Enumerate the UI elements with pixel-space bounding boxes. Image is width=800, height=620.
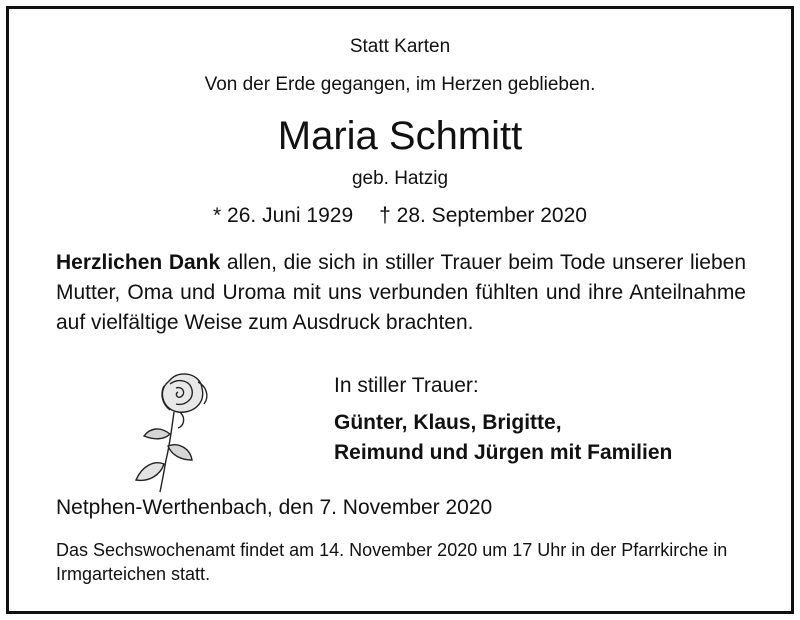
memorial-service-notice: Das Sechswochenamt findet am 14. November 2020 um 17 Uhr in der Pfarrkirche in Irmgarteichen statt. (56, 540, 728, 584)
deceased-name: Maria Schmitt (277, 114, 523, 158)
mourners-line-2: Reimund und Jürgen mit Familien (334, 441, 673, 464)
thanks-text: allen, die sich in stiller Trauer beim Tode unserer lieben Mutter, Oma und Uroma mit uns verbunden fühlten und ihre Anteilnahme auf vielfältige Weise zum Ausdruck brachten. (56, 251, 746, 334)
mourners-names (334, 408, 672, 468)
instead-of-cards-text: Statt Karten (349, 36, 451, 57)
thanks-paragraph (56, 248, 746, 338)
thanks-lead: Herzlichen Dank (56, 251, 221, 274)
place-and-date: Netphen-Werthenbach, den 7. November 2020 (56, 496, 493, 519)
death-date: † 28. September 2020 (379, 204, 587, 227)
birth-date: * 26. Juni 1929 (213, 204, 354, 227)
birth-name: geb. Hatzig (351, 168, 449, 189)
mourners-label: In stiller Trauer: (334, 374, 479, 397)
life-dates (0, 204, 800, 228)
rose-icon (120, 364, 220, 494)
motto-text: Von der Erde gegangen, im Herzen geblieben. (204, 74, 596, 95)
mourners-line-1: Günter, Klaus, Brigitte, (334, 411, 562, 434)
